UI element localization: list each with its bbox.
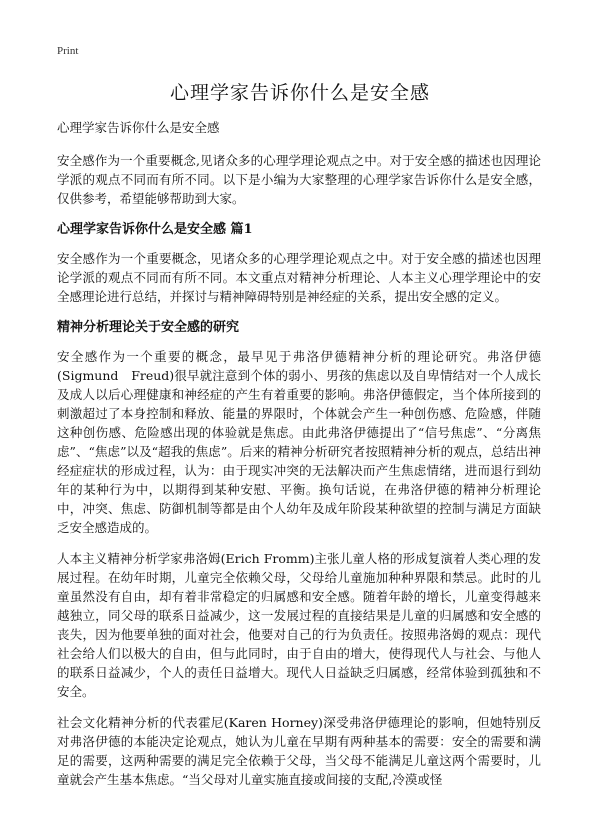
document-body bbox=[57, 118, 541, 789]
section1-heading: 心理学家告诉你什么是安全感 篇1 bbox=[57, 222, 253, 237]
horney-paragraph: 社会文化精神分析的代表霍尼(Karen Horney)深受弗洛伊德理论的影响，但她特别反对弗洛伊德的本能决定论观点，她认为儿童在早期有两种基本的需要：安全的需要和满足的需要，这两种需要的满足完全依赖于父母，当父母不能满足儿童这两个需要时，儿童就会产生基本焦虑。“当父母对儿童实施直接或间接的支配,冷漠或怪 bbox=[57, 715, 541, 787]
page-title: 心理学家告诉你什么是安全感 bbox=[169, 82, 430, 104]
intro-paragraph: 安全感作为一个重要概念,见诸众多的心理学理论观点之中。对于安全感的描述也因理论学派的观点不同而有所不同。以下是小编为大家整理的心理学家告诉你什么是安全感，仅供参考，希望能够帮助到大家。 bbox=[57, 153, 541, 206]
freud-paragraph: 安全感作为一个重要的概念，最早见于弗洛伊德精神分析的理论研究。弗洛伊德(Sigmund Freud)很早就注意到个体的弱小、男孩的焦虑以及自卑情结对一个人成长及成人以后心理健康和神经症的产生有着重要的影响。弗洛伊德假定，当个体所接到的刺激超过了本身控制和释放、能量的界限时，个体就会产生一种创伤感、危险感，伴随这种创伤感、危险感出现的体验就是焦虑。由此弗洛伊德提出了“信号焦虑”、“分离焦虑”、“焦虑”以及“超我的焦虑”。后来的精神分析研究者按照精神分析的观点，总结出神经症症状的形成过程，认为：由于现实冲突的无法解决而产生焦虑情绪，进而退行到幼年的某种行为中，以期得到某种安慰、平衡。换句话说，在弗洛伊德的精神分析理论中，冲突、焦虑、防御机制等都是由个人幼年及成年阶段某种欲望的控制与满足方面缺乏安全感造成的。 bbox=[57, 349, 541, 535]
section2-heading: 精神分析理论关于安全感的研究 bbox=[57, 320, 240, 335]
fromm-paragraph: 人本主义精神分析学家弗洛姆(Erich Fromm)主张儿童人格的形成复演着人类心理的发展过程。在幼年时期，儿童完全依赖父母，父母给儿童施加种种界限和禁忌。此时的儿童虽然没有自由，却有着非常稳定的归属感和安全感。随着年龄的增长，儿童变得越来越独立，同父母的联系日益减少，这一发展过程的直接结果是儿童的归属感和安全感的丧失，因为他要单独的面对社会，他要对自己的行为负责任。按照弗洛姆的观点：现代社会给人们以极大的自由，但与此同时，由于自由的增大，使得现代人与社会、与他人的联系日益减少，个人的责任日益增大。现代人日益缺乏归属感，经常体验到孤独和不安全。 bbox=[57, 551, 541, 699]
document-subtitle: 心理学家告诉你什么是安全感 bbox=[57, 120, 220, 135]
print-link[interactable]: Print bbox=[57, 45, 79, 57]
section1-paragraph: 安全感作为一个重要概念，见诸众多的心理学理论观点之中。对于安全感的描述也因理论学派的观点不同而有所不同。本文重点对精神分析理论、人本主义心理学理论中的安全感理论进行总结，并探讨与精神障碍特别是神经症的关系，提出安全感的定义。 bbox=[57, 251, 541, 304]
